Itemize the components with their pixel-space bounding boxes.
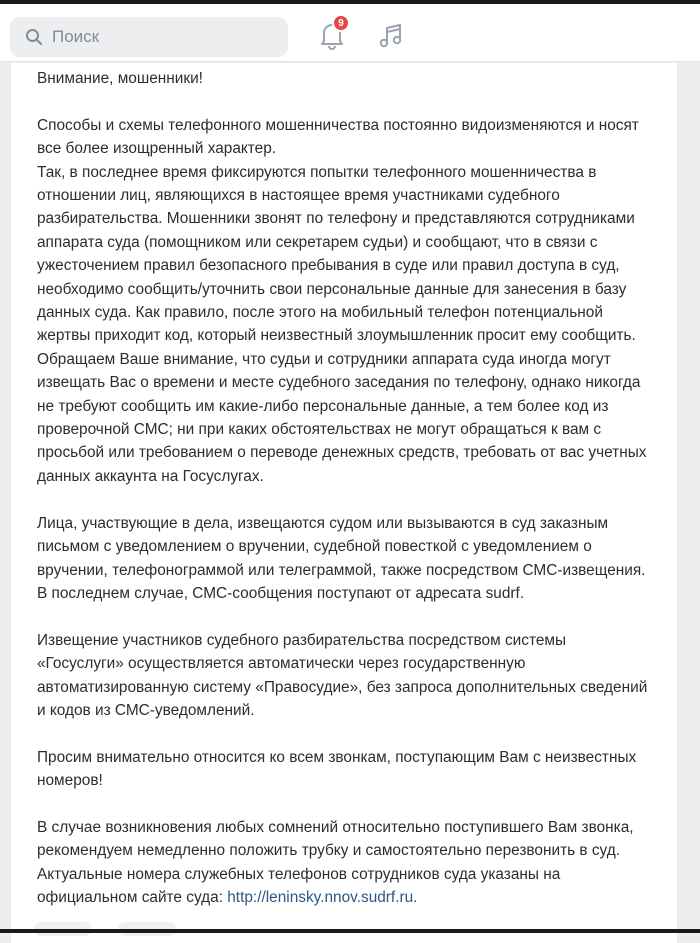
post-paragraph-text: В случае возникновения любых сомнений относительно поступившего Вам звонка, рекомендуем немедленно положить трубку и самостоятельно перезвонить в суд. Актуальные номера служебных телефонов сотрудников суда указаны на официальном сайте суда: bbox=[37, 818, 634, 907]
notifications-badge: 9 bbox=[332, 14, 350, 32]
top-header bbox=[0, 4, 700, 62]
window-bottom-edge bbox=[0, 929, 700, 933]
post-paragraph: Лица, участвующие в дела, извещаются судом или вызываются в суд заказным письмом с уведомлением о вручении, судебной повесткой с уведомлением о вручении, телефонограммой или телеграммой, также посредством СМС-извещения. В последнем случае, СМС-сообщения поступают от адресата sudrf. bbox=[37, 514, 646, 602]
post-paragraph: Способы и схемы телефонного мошенничества постоянно видоизменяются и носят все более изощренный характер. bbox=[37, 116, 639, 158]
search-placeholder: Поиск bbox=[52, 27, 100, 46]
post-text bbox=[37, 67, 651, 910]
search-icon bbox=[24, 27, 44, 47]
post-paragraph: Обращаем Ваше внимание, что судьи и сотрудники аппарата суда иногда могут извещать Вас о времени и месте судебного заседания по телефону, однако никогда не требуют сообщить им какие-либо персональные данные, а тем более код из проверочной СМС; ни при каких обстоятельствах не могут обращаться к вам с просьбой или требованием о переводе денежных средств, требовать от вас учетных данных аккаунта на Госуслугах. bbox=[37, 350, 647, 485]
post-card bbox=[10, 63, 678, 943]
post-paragraph: Так, в последнее время фиксируются попытки телефонного мошенничества в отношении лиц, являющихся в настоящее время участниками судебного разбирательства. Мошенники звонят по телефону и представляются сотрудниками аппарата суда (помощником или секретарем судьи) и сообщают, что в связи с ужесточением правил безопасного пребывания в суде или правил доступа в суд, необходимо сообщить/уточнить свои персональные данные для занесения в базу данных суда. Как правило, после этого на мобильный телефон потенциальной жертвы приходит код, который неизвестный злоумышленник просит ему сообщить. bbox=[37, 163, 636, 345]
music-icon bbox=[378, 22, 404, 50]
post-paragraph: Извещение участников судебного разбирательства посредством системы «Госуслуги» осуществляется автоматически через государственную автоматизированную систему «Правосудие», без запроса дополнительных сведений и кодов из СМС-уведомлений. bbox=[37, 631, 648, 719]
search-input[interactable] bbox=[10, 17, 288, 57]
music-button[interactable] bbox=[378, 22, 406, 52]
post-paragraph bbox=[37, 816, 651, 910]
post-title: Внимание, мошенники! bbox=[37, 70, 203, 87]
notifications-button[interactable] bbox=[318, 17, 348, 52]
court-website-link[interactable]: http://leninsky.nnov.sudrf.ru. bbox=[227, 889, 418, 907]
post-paragraph: Просим внимательно относится ко всем звонкам, поступающим Вам с неизвестных номеров! bbox=[37, 748, 637, 790]
right-sidebar-edge bbox=[680, 63, 700, 933]
